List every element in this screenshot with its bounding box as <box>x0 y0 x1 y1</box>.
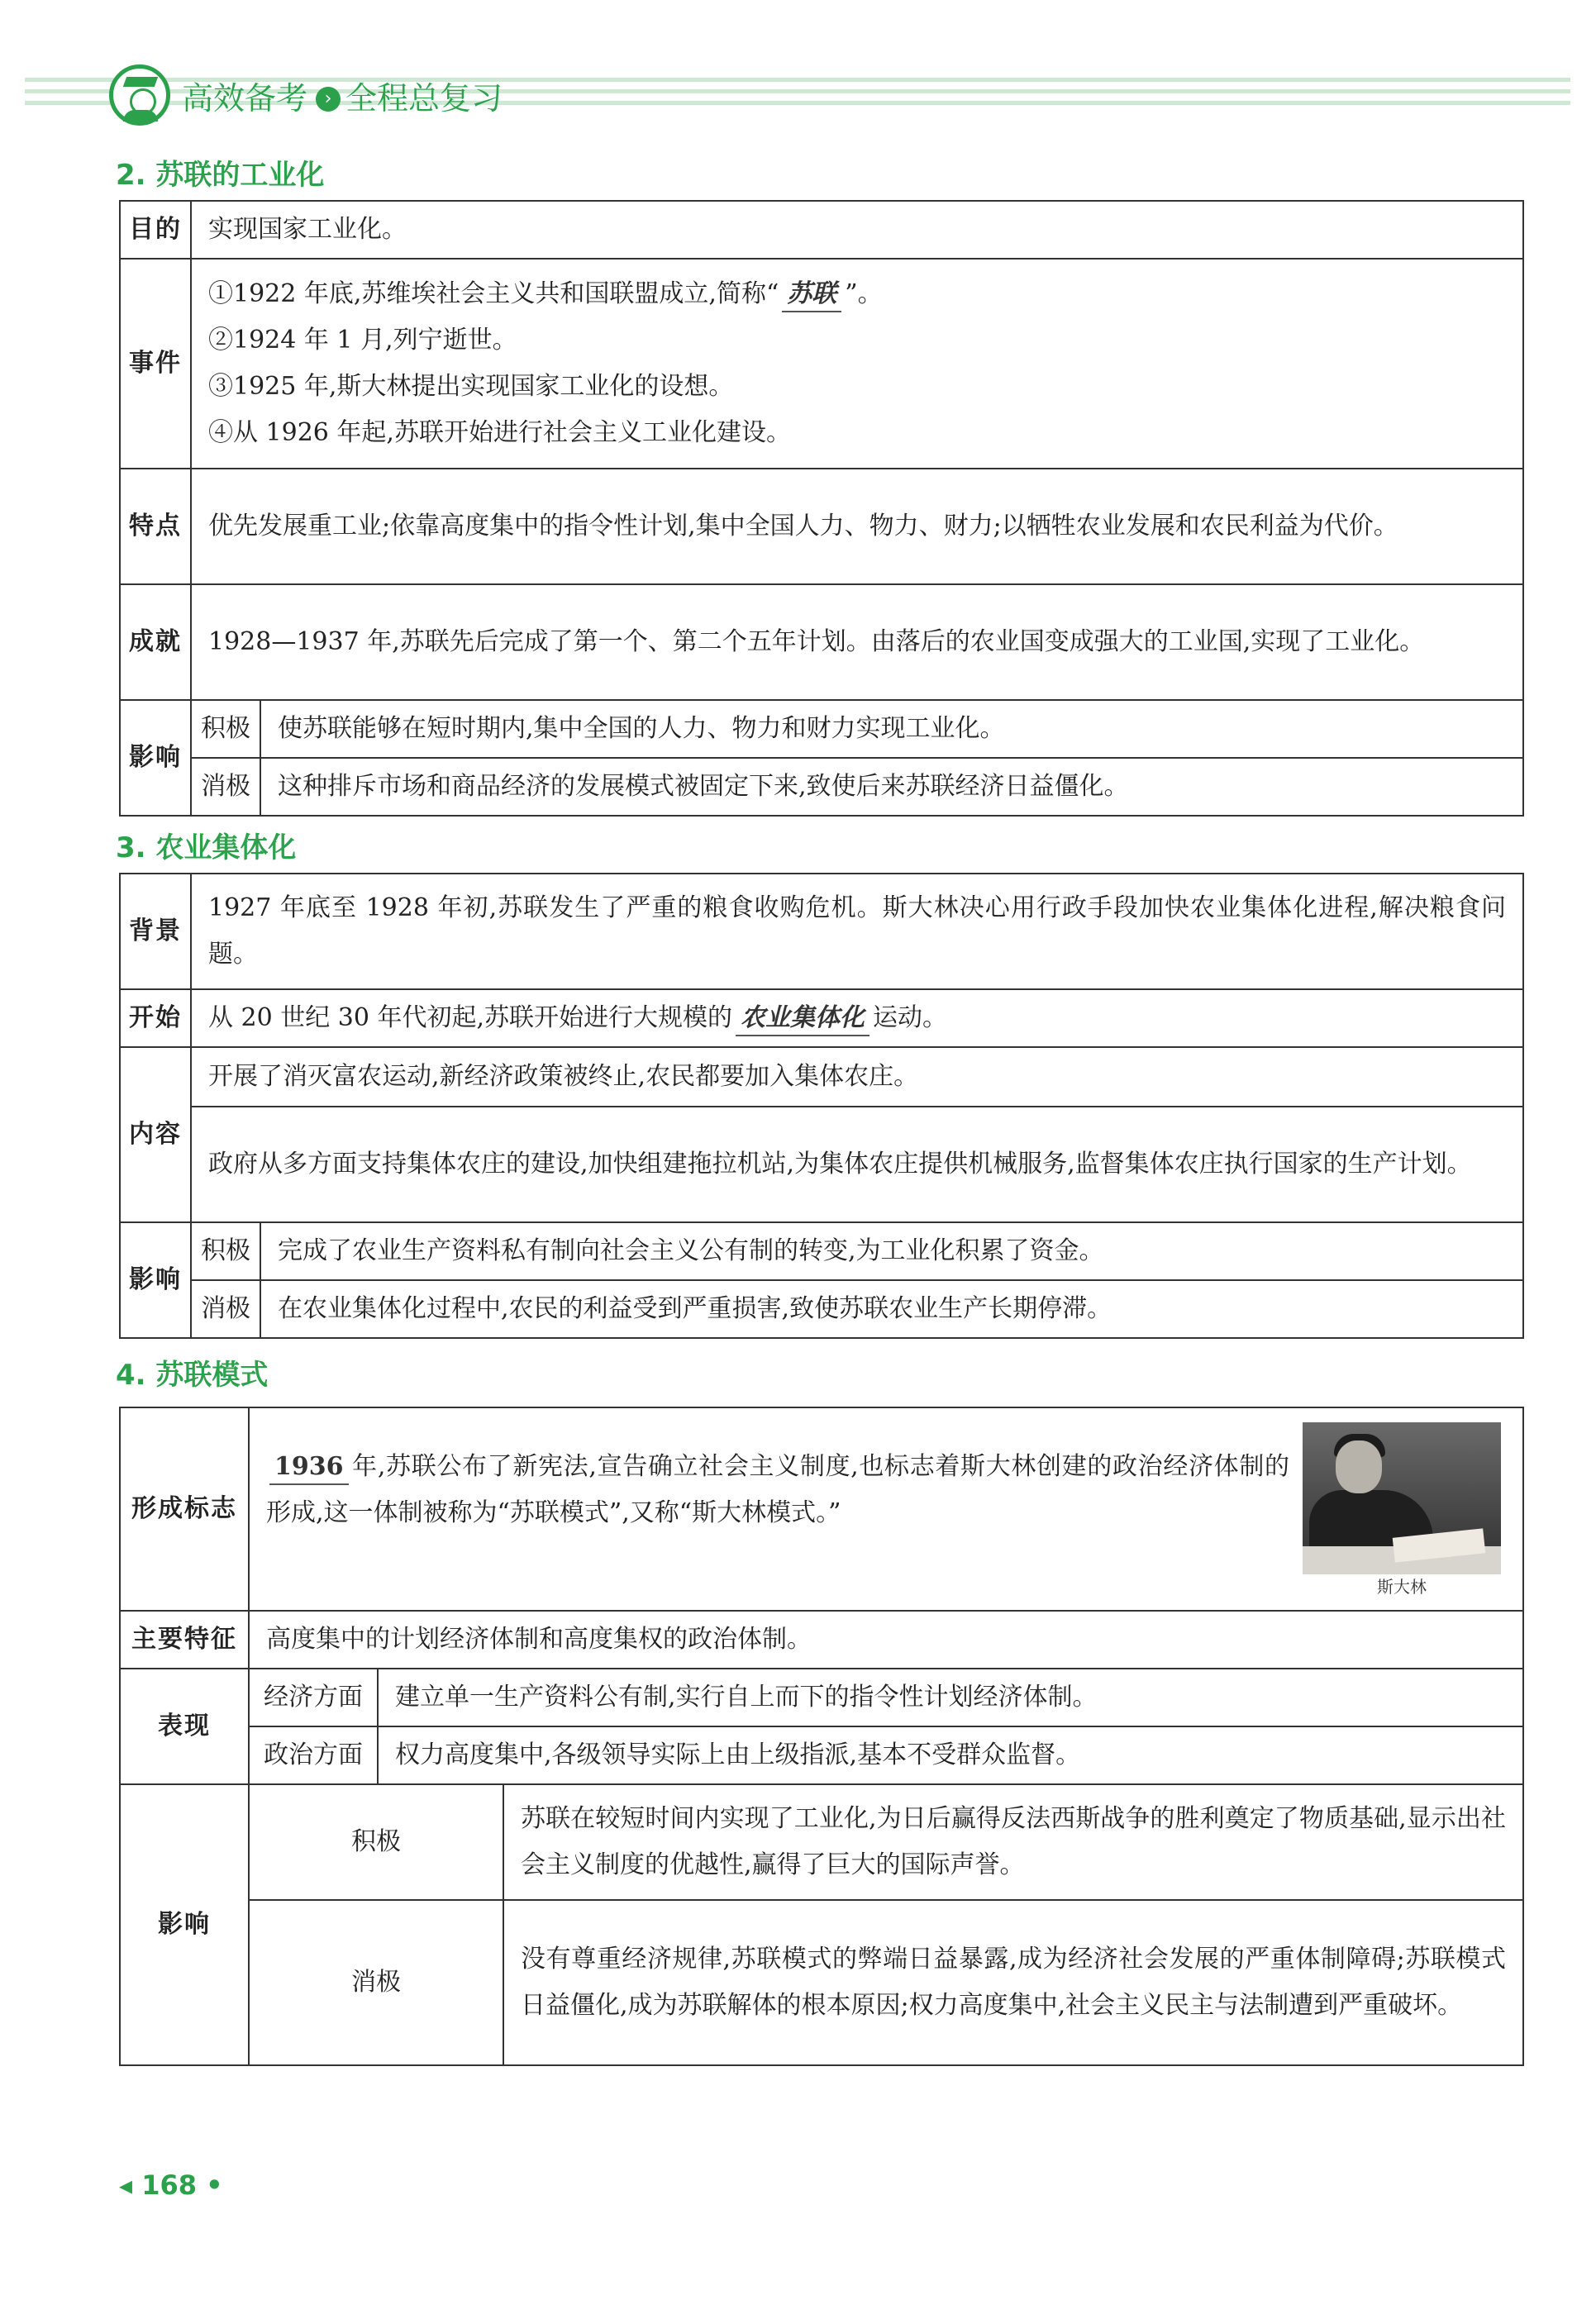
start-label: 开始 <box>120 989 191 1047</box>
main-features-text: 高度集中的计划经济体制和高度集权的政治体制。 <box>249 1611 1523 1669</box>
page-header <box>25 64 1570 131</box>
political-text: 权力高度集中,各级领导实际上由上级指派,基本不受群众监督。 <box>378 1726 1523 1784</box>
features-label: 特点 <box>120 469 191 584</box>
achievement-text: 1928—1937 年,苏联先后完成了第一个、第二个五年计划。由落后的农业国变成强大的工业国,实现了工业化。 <box>191 584 1523 700</box>
political-label: 政治方面 <box>249 1726 378 1784</box>
positive-text: 完成了农业生产资料私有制向社会主义公有制的转变,为工业化积累了资金。 <box>260 1222 1523 1280</box>
section-title-industrialization: 2. 苏联的工业化 <box>116 159 325 192</box>
negative-label: 消极 <box>191 758 260 816</box>
economic-label: 经济方面 <box>249 1669 378 1726</box>
collectivization-table <box>119 873 1524 1339</box>
arrow-right-icon: › <box>316 87 341 112</box>
positive-label: 积极 <box>191 700 260 758</box>
event-1-text: ①1922 年底,苏维埃社会主义共和国联盟成立,简称“ <box>208 279 779 308</box>
events-cell <box>191 259 1523 469</box>
event-4: ④从 1926 年起,苏联开始进行社会主义工业化建设。 <box>208 418 791 447</box>
positive-text: 苏联在较短时间内实现了工业化,为日后赢得反法西斯战争的胜利奠定了物质基础,显示出社会主义制度的优越性,赢得了巨大的国际声誉。 <box>503 1784 1523 1900</box>
positive-text: 使苏联能够在短时期内,集中全国的人力、物力和财力实现工业化。 <box>260 700 1523 758</box>
section-title-soviet-model: 4. 苏联模式 <box>116 1359 269 1392</box>
brand-part-a: 高效备考 <box>182 80 308 117</box>
purpose-label: 目的 <box>120 201 191 259</box>
impact-label: 影响 <box>120 1784 249 2065</box>
positive-label: 积极 <box>191 1222 260 1280</box>
background-text: 1927 年底至 1928 年初,苏联发生了严重的粮食收购危机。斯大林决心用行政手段加快农业集体化进程,解决粮食问题。 <box>191 874 1523 989</box>
main-features-label: 主要特征 <box>120 1611 249 1669</box>
impact-label: 影响 <box>120 1222 191 1338</box>
event-1-end: ”。 <box>845 279 883 308</box>
formation-cell <box>249 1407 1523 1611</box>
scholar-logo-icon <box>109 64 170 126</box>
events-label: 事件 <box>120 259 191 469</box>
brand-title <box>182 73 503 118</box>
negative-label: 消极 <box>249 1900 503 2065</box>
features-text: 优先发展重工业;依靠高度集中的指令性计划,集中全国人力、物力、财力;以牺牲农业发展和农民利益为代价。 <box>191 469 1523 584</box>
start-text: 从 20 世纪 30 年代初起,苏联开始进行大规模的 <box>208 1003 733 1032</box>
impact-label: 影响 <box>120 700 191 816</box>
section-title-collectivization: 3. 农业集体化 <box>116 831 297 864</box>
negative-text: 这种排斥市场和商品经济的发展模式被固定下来,致使后来苏联经济日益僵化。 <box>260 758 1523 816</box>
manifestation-label: 表现 <box>120 1669 249 1784</box>
page-number <box>119 2169 223 2201</box>
answer-blank-collectivization: 农业集体化 <box>736 1002 869 1036</box>
positive-label: 积极 <box>249 1784 503 1900</box>
event-1 <box>208 271 1506 317</box>
start-end: 运动。 <box>873 1003 948 1032</box>
event-3: ③1925 年,斯大林提出实现国家工业化的设想。 <box>208 372 734 401</box>
answer-blank-1936: 1936 <box>269 1450 349 1485</box>
event-2: ②1924 年 1 月,列宁逝世。 <box>208 326 517 355</box>
stalin-photo-figure <box>1303 1422 1501 1599</box>
formation-text: 年,苏联公布了新宪法,宣告确立社会主义制度,也标志着斯大林创建的政治经济体制的形成,这一体制被称为“苏联模式”,又称“斯大林模式。” <box>266 1452 1289 1527</box>
negative-label: 消极 <box>191 1280 260 1338</box>
content-1: 开展了消灭富农运动,新经济政策被终止,农民都要加入集体农庄。 <box>191 1047 1523 1107</box>
start-cell <box>191 989 1523 1047</box>
soviet-model-table <box>119 1407 1524 2066</box>
page-arrow-icon: ◂ <box>119 2169 142 2201</box>
industrialization-table <box>119 200 1524 817</box>
page-number-value: 168 <box>141 2169 197 2201</box>
content-2: 政府从多方面支持集体农庄的建设,加快组建拖拉机站,为集体农庄提供机械服务,监督集体农庄执行国家的生产计划。 <box>191 1107 1523 1222</box>
economic-text: 建立单一生产资料公有制,实行自上而下的指令性计划经济体制。 <box>378 1669 1523 1726</box>
content-label: 内容 <box>120 1047 191 1222</box>
negative-text: 没有尊重经济规律,苏联模式的弊端日益暴露,成为经济社会发展的严重体制障碍;苏联模式日益僵化,成为苏联解体的根本原因;权力高度集中,社会主义民主与法制遭到严重破坏。 <box>503 1900 1523 2065</box>
negative-text: 在农业集体化过程中,农民的利益受到严重损害,致使苏联农业生产长期停滞。 <box>260 1280 1523 1338</box>
answer-blank-soviet-union: 苏联 <box>782 278 841 312</box>
background-label: 背景 <box>120 874 191 989</box>
photo-caption: 斯大林 <box>1377 1577 1427 1597</box>
formation-label: 形成标志 <box>120 1407 249 1611</box>
purpose-text: 实现国家工业化。 <box>191 201 1523 259</box>
achievement-label: 成就 <box>120 584 191 700</box>
page-dot-icon: • <box>197 2169 223 2201</box>
brand-part-b: 全程总复习 <box>345 80 503 117</box>
stalin-photo <box>1303 1422 1501 1574</box>
